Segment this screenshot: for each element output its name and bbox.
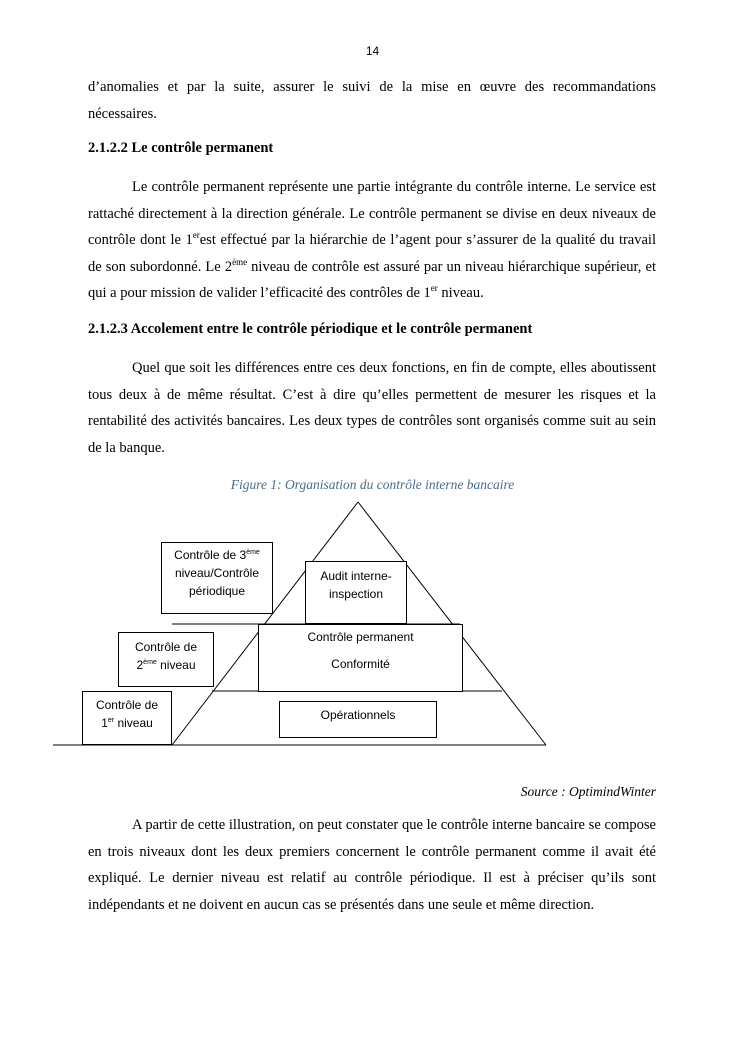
section-heading-accolement: 2.1.2.3 Accolement entre le contrôle périodique et le contrôle permanent <box>88 321 533 337</box>
operational-box: Opérationnels <box>279 701 437 738</box>
paragraph-accolement: Quel que soit les différences entre ces deux fonctions, en fin de compte, elles aboutissent tous deux à de même résultat. C’est à dire qu’elles permettent de mesurer les risques et la rentabilité des activités bancaires. Les deux types de contrôles sont organisés comme suit au sein de la banque. <box>88 360 656 456</box>
figure-caption: Figure 1: Organisation du contrôle interne bancaire <box>230 477 515 492</box>
paragraph-continuation: d’anomalies et par la suite, assurer le suivi de la mise en œuvre des recommandations nécessaires. <box>88 79 656 122</box>
figure-source: Source : OptimindWinter <box>520 784 656 799</box>
level2-control-box: Contrôle de 2ème niveau <box>118 632 214 687</box>
level3-control-box: Contrôle de 3ème niveau/Contrôle périodique <box>161 542 273 614</box>
level1-control-box: Contrôle de 1er niveau <box>82 691 172 745</box>
permanent-control-box: Contrôle permanent Conformité <box>258 624 463 692</box>
audit-inspection-box: Audit interne- inspection <box>305 561 407 624</box>
section-heading-control-permanent: 2.1.2.2 Le contrôle permanent <box>88 140 274 156</box>
paragraph-interpretation: A partir de cette illustration, on peut constater que le contrôle interne bancaire se compose en trois niveaux dont les deux premiers concernent le contrôle permanent comme il avait été expliqué. Le dernier niveau est relatif au contrôle périodique. Il est à préciser qu’ils sont indépendants et ne doivent en aucun cas se présentés dans une seule et même direction. <box>88 817 656 913</box>
paragraph-control-permanent: Le contrôle permanent représente une partie intégrante du contrôle interne. Le service est rattaché directement à la direction générale. Le contrôle permanent se divise en deux niveaux de contrôle dont le 1erest effectué par la hiérarchie de l’agent pour s’assurer de la qualité du travail de son subordonné. Le 2ème niveau de contrôle est assuré par un niveau hiérarchique supérieur, et qui a pour mission de valider l’efficacité des contrôles de 1er niveau. <box>88 179 656 301</box>
page-number: 14 <box>365 44 380 58</box>
